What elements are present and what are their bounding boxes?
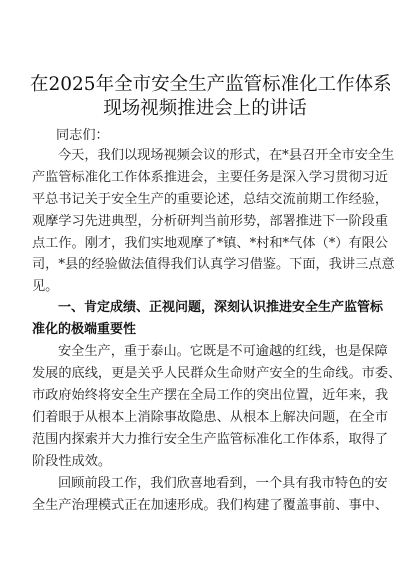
body-line: 范围内探索并大力推行安全生产监管标准化工作体系，取得了	[32, 432, 389, 447]
intro-line: 平总书记关于安全生产的重要论述，总结交流前期工作经验，	[32, 192, 389, 207]
intro-line: 观摩学习先进典型，分析研判当前形势，部署推进下一阶段重	[32, 214, 389, 229]
document-title-line2: 现场视频推进会上的讲话	[103, 98, 307, 119]
intro-line: 点工作。刚才，我们实地观摩了*镇、*村和*气体（*）有限公	[32, 236, 389, 251]
body-line: 全生产治理模式正在加速形成。我们构建了覆盖事前、事中、	[32, 498, 389, 513]
intro-line: 产监管标准化工作体系推进会，主要任务是深入学习贯彻习近	[32, 170, 389, 185]
intro-line: 司，*县的经验做法值得我们认真学习借鉴。下面，我讲三点意	[32, 257, 395, 272]
section-heading: 准化的极端重要性	[32, 322, 137, 337]
intro-line: 见。	[32, 279, 59, 294]
body-line: 们着眼于从根本上消除事故隐患、从根本上解决问题，在全市	[32, 410, 389, 425]
body-line: 市政府始终将安全生产摆在全局工作的突出位置，近年来，我	[32, 388, 389, 403]
document-title-line1: 在2025年全市安全生产监管标准化工作体系	[30, 74, 392, 95]
body-line: 安全生产，重于泰山。它既是不可逾越的红线，也是保障	[58, 344, 388, 359]
section-heading: 一、肯定成绩、正视问题，深刻认识推进安全生产监管标	[58, 300, 384, 315]
body-line: 阶段性成效。	[32, 454, 112, 469]
salutation: 同志们：	[56, 128, 109, 143]
body-line: 发展的底线，更是关乎人民群众生命财产安全的生命线。市委、	[32, 366, 402, 381]
body-line: 回顾前段工作，我们欣喜地看到，一个具有我市特色的安	[58, 476, 388, 491]
intro-line: 今天，我们以现场视频会议的形式，在*县召开全市安全生	[58, 148, 395, 163]
